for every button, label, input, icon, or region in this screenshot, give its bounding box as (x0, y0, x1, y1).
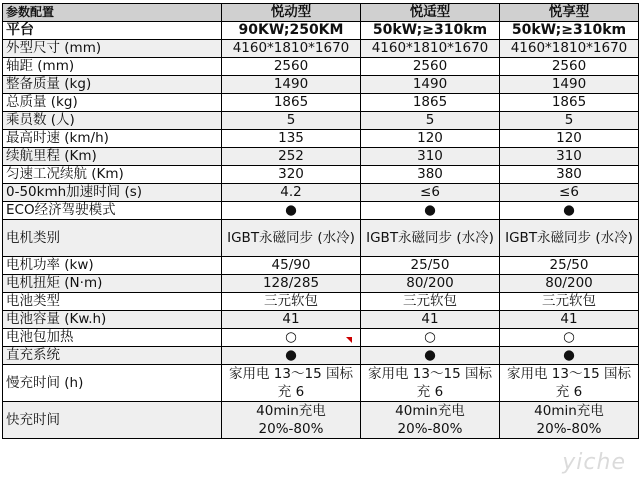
row-value: 家用电 13～15 国标充 6 (361, 365, 500, 402)
row-value: 120 (500, 130, 639, 148)
header-label: 参数配置 (3, 4, 222, 22)
table-row (3, 347, 639, 365)
table-row (3, 329, 639, 347)
row-value: 三元软包 (500, 293, 639, 311)
header-row (3, 4, 639, 22)
row-value: IGBT永磁同步 (水冷) (361, 220, 500, 257)
row-value: 2560 (222, 58, 361, 76)
row-label: ECO经济驾驶模式 (3, 202, 222, 220)
row-value: 三元软包 (361, 293, 500, 311)
row-value: ○ (222, 329, 361, 347)
row-value: ● (361, 202, 500, 220)
row-value: 4.2 (222, 184, 361, 202)
table-row (3, 293, 639, 311)
row-value: ≤6 (361, 184, 500, 202)
table-row (3, 220, 639, 257)
table-row (3, 112, 639, 130)
table-row (3, 275, 639, 293)
row-value: ● (222, 347, 361, 365)
row-value: 380 (500, 166, 639, 184)
row-value: ≤6 (500, 184, 639, 202)
red-corner-marker (346, 337, 352, 343)
row-value: 120 (361, 130, 500, 148)
row-value: 128/285 (222, 275, 361, 293)
model-name: 悦享型 (500, 4, 639, 22)
row-value: ○ (361, 329, 500, 347)
row-value: 4160*1810*1670 (500, 40, 639, 58)
table-row (3, 311, 639, 329)
row-value: 380 (361, 166, 500, 184)
row-value: 41 (222, 311, 361, 329)
row-value: 80/200 (361, 275, 500, 293)
row-value: IGBT永磁同步 (水冷) (222, 220, 361, 257)
row-label: 电池容量 (Kw.h) (3, 311, 222, 329)
row-value: 4160*1810*1670 (361, 40, 500, 58)
table-row (3, 76, 639, 94)
row-value: 1865 (222, 94, 361, 112)
row-label: 快充时间 (3, 402, 222, 439)
row-value: 135 (222, 130, 361, 148)
model-name: 悦动型 (222, 4, 361, 22)
spec-table-body (3, 4, 639, 439)
row-label: 平台 (3, 22, 222, 40)
row-label: 电池类型 (3, 293, 222, 311)
row-value: 1490 (500, 76, 639, 94)
row-value: 5 (361, 112, 500, 130)
row-label: 最高时速 (km/h) (3, 130, 222, 148)
row-value: 5 (222, 112, 361, 130)
row-label: 轴距 (mm) (3, 58, 222, 76)
row-value: 310 (361, 148, 500, 166)
row-value: 320 (222, 166, 361, 184)
row-value: 5 (500, 112, 639, 130)
row-value: ● (222, 202, 361, 220)
row-label: 直充系统 (3, 347, 222, 365)
row-value: ● (361, 347, 500, 365)
row-value: ● (500, 347, 639, 365)
row-label: 匀速工况续航 (Km) (3, 166, 222, 184)
row-label: 0-50kmh加速时间 (s) (3, 184, 222, 202)
table-row (3, 22, 639, 40)
row-label: 整备质量 (kg) (3, 76, 222, 94)
row-label: 电池包加热 (3, 329, 222, 347)
table-row (3, 202, 639, 220)
row-value: 50kW;≥310km (361, 22, 500, 40)
row-value: 90KW;250KM (222, 22, 361, 40)
row-value: 45/90 (222, 257, 361, 275)
row-label: 电机功率 (kw) (3, 257, 222, 275)
row-label: 电机扭矩 (N·m) (3, 275, 222, 293)
row-value: 80/200 (500, 275, 639, 293)
table-row (3, 94, 639, 112)
row-value: ● (500, 202, 639, 220)
row-value: 1865 (500, 94, 639, 112)
row-value: 310 (500, 148, 639, 166)
table-row (3, 257, 639, 275)
table-row (3, 365, 639, 402)
table-row (3, 40, 639, 58)
row-value: 4160*1810*1670 (222, 40, 361, 58)
row-value: 1490 (222, 76, 361, 94)
row-value: 50kW;≥310km (500, 22, 639, 40)
table-row (3, 184, 639, 202)
row-value: ○ (500, 329, 639, 347)
row-value: 1865 (361, 94, 500, 112)
row-value: 41 (500, 311, 639, 329)
table-row (3, 166, 639, 184)
row-value: 25/50 (500, 257, 639, 275)
row-value: 家用电 13～15 国标充 6 (500, 365, 639, 402)
table-row (3, 402, 639, 439)
row-label: 续航里程 (Km) (3, 148, 222, 166)
row-value: IGBT永磁同步 (水冷) (500, 220, 639, 257)
row-value: 2560 (500, 58, 639, 76)
row-value: 40min充电20%-80% (500, 402, 639, 439)
row-label: 慢充时间 (h) (3, 365, 222, 402)
watermark-logo: yiche (562, 450, 626, 475)
table-row (3, 130, 639, 148)
row-value: 40min充电20%-80% (361, 402, 500, 439)
row-label: 乘员数 (人) (3, 112, 222, 130)
row-value: 1490 (361, 76, 500, 94)
row-label: 电机类别 (3, 220, 222, 257)
table-row (3, 148, 639, 166)
model-name: 悦适型 (361, 4, 500, 22)
row-value: 41 (361, 311, 500, 329)
row-value: 2560 (361, 58, 500, 76)
row-label: 总质量 (kg) (3, 94, 222, 112)
spec-table (2, 3, 639, 439)
table-row (3, 58, 639, 76)
row-value: 三元软包 (222, 293, 361, 311)
row-label: 外型尺寸 (mm) (3, 40, 222, 58)
row-value: 252 (222, 148, 361, 166)
row-value: 25/50 (361, 257, 500, 275)
row-value: 40min充电20%-80% (222, 402, 361, 439)
row-value: 家用电 13～15 国标充 6 (222, 365, 361, 402)
